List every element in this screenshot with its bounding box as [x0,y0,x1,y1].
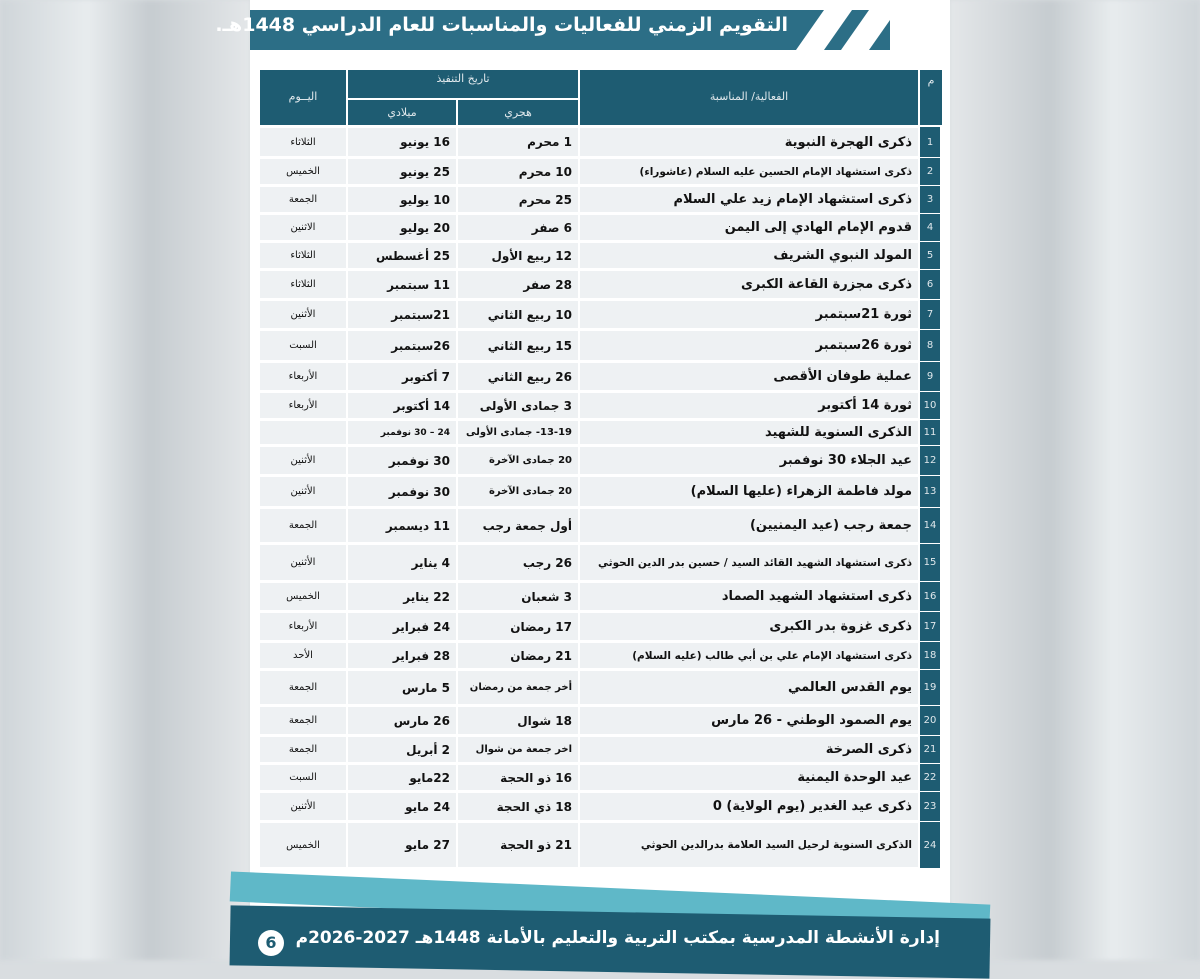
weekday: الثلاثاء [290,279,316,290]
table-row [260,214,944,241]
header-date-group: تاريخ التنفيذ [436,72,490,85]
gregorian-date: 28 فبراير [392,648,450,663]
weekday: الجمعة [288,194,318,205]
table-row [260,127,944,157]
hijri-date: 1 محرم [527,135,572,149]
row-number: 15 [920,544,940,581]
weekday: الخميس [286,166,320,177]
hijri-date: 26 ربيع الثاني [487,369,572,384]
hijri-date: 12 ربيع الأول [491,248,572,263]
table-row [260,792,944,821]
hijri-date: 10 ربيع الثاني [487,307,572,322]
event-name: عملية طوفان الأقصى [773,369,912,384]
gregorian-date: 14 أكتوبر [393,398,450,413]
table-row [260,270,944,299]
gregorian-date: 7 أكتوبر [401,369,450,384]
weekday: الأثنين [290,486,316,497]
table-row [260,420,944,445]
gregorian-date: 10 يوليو [400,192,450,207]
hijri-date: 20 جمادى الآخرة [488,455,572,466]
gregorian-date: 11 سبتمبر [387,277,450,292]
weekday: الجمعة [288,520,318,531]
weekday [260,420,346,445]
event-name: ذكرى استشهاد الشهيد القائد السيد / حسين بدر الدين الحوثي [598,556,912,569]
hijri-date: 3 جمادى الأولى [479,398,572,413]
hijri-date: 26 رجب [522,555,572,570]
page-number: 6 [258,930,284,956]
row-number: 7 [920,300,940,329]
table-row [260,362,944,391]
gregorian-date: 30 نوفمبر [388,453,450,468]
weekday: الأثنين [290,557,316,568]
gregorian-date: 11 ديسمبر [385,518,450,533]
gregorian-date: 26 مارس [393,713,450,728]
table-row [260,446,944,475]
event-name: مولد فاطمة الزهراء (عليها السلام) [690,484,912,499]
hijri-date: 21 ذو الحجة [500,838,572,852]
hijri-date: 20 جمادى الآخرة [488,486,572,497]
hijri-date: 18 ذي الحجة [496,799,572,814]
weekday: الاثنين [290,222,316,233]
weekday: الأثنين [290,309,316,320]
event-name: ذكرى استشهاد الشهيد الصماد [721,589,912,604]
hijri-date: 3 شعبان [521,589,572,604]
header-hijri: هجري [504,106,532,119]
hijri-date: أخر جمعة من رمضان [469,682,572,693]
event-name: المولد النبوي الشريف [773,248,912,263]
table-row [260,612,944,641]
gregorian-date: 22مايو [409,770,450,785]
gregorian-date: 2 أبريل [406,742,450,757]
event-name: ذكرى مجزرة القاعة الكبرى [740,277,912,292]
row-number: 5 [920,242,940,269]
row-number: 19 [920,670,940,705]
footer-text: إدارة الأنشطة المدرسية بمكتب التربية والتعليم بالأمانة 1448هـ 2027-2026م [295,928,940,948]
gregorian-date: 21سبتمبر [391,307,450,322]
gregorian-date: 24 مايو [405,799,450,814]
event-name: ثورة 21سبتمبر [815,307,912,322]
weekday: الأربعاء [288,400,318,411]
background-right [950,0,1200,960]
weekday: السبت [289,340,317,351]
event-name: ذكرى عيد الغدير (يوم الولاية) 0 [712,799,912,814]
row-number: 11 [920,420,940,445]
hijri-date: 15 ربيع الثاني [487,338,572,353]
gregorian-date: 25 يونيو [400,164,450,179]
gregorian-date: 30 نوفمبر [388,484,450,499]
event-name: عيد الوحدة اليمنية [797,770,912,785]
hijri-date: 28 صفر [523,277,572,292]
event-name: قدوم الإمام الهادي إلى اليمن [724,220,912,235]
gregorian-date: 5 مارس [402,680,450,695]
page-title: التقويم الزمني للفعاليات والمناسبات للعام الدراسي 1448هـ. [215,14,788,36]
hijri-date: 10 محرم [518,164,572,179]
row-number: 2 [920,158,940,185]
table-row [260,330,944,361]
hijri-date: 25 محرم [518,192,572,207]
document-page [215,0,950,960]
hijri-date: اخر جمعة من شوال [475,744,572,755]
weekday: الجمعة [288,715,318,726]
weekday: الأحد [293,650,313,661]
row-number: 3 [920,186,940,213]
table-row [260,670,944,705]
hijri-date: 18 شوال [517,713,572,728]
row-number: 17 [920,612,940,641]
weekday: الخميس [286,591,320,602]
row-number: 21 [920,736,940,763]
event-name: عيد الجلاء 30 نوفمبر [779,453,912,468]
gregorian-date: 16 يونيو [400,135,450,149]
gregorian-date: 20 يوليو [400,220,450,235]
gregorian-date: 25 أغسطس [375,248,450,263]
row-number: 6 [920,270,940,299]
event-name: الذكرى السنوية للشهيد [764,425,912,440]
table-row [260,508,944,543]
row-number: 9 [920,362,940,391]
event-name: ذكرى استشهاد الإمام الحسين عليه السلام (عاشوراء) [639,165,912,178]
row-number: 1 [920,127,940,157]
row-number: 8 [920,330,940,361]
table-row [260,392,944,419]
row-number: 4 [920,214,940,241]
hijri-date: 21 رمضان [510,648,572,663]
event-name: يوم القدس العالمي [787,680,912,695]
hijri-date: 6 صفر [531,220,572,235]
table-row [260,822,944,868]
table-row [260,300,944,329]
weekday: الأثنين [290,455,316,466]
table-row [260,736,944,763]
row-number: 12 [920,446,940,475]
gregorian-date: 22 يناير [403,589,450,604]
gregorian-date: 27 مايو [405,838,450,852]
row-number: 16 [920,582,940,611]
gregorian-date: 4 يناير [411,555,450,570]
row-number: 22 [920,764,940,791]
weekday: السبت [289,772,317,783]
row-number: 13 [920,476,940,507]
weekday: الأربعاء [288,621,318,632]
table-row [260,476,944,507]
table-row [260,158,944,185]
gregorian-date: 24 فبراير [392,619,450,634]
table-row [260,582,944,611]
event-name: ذكرى الصرخة [825,742,912,757]
row-number: 14 [920,508,940,543]
header-day: اليــوم [288,90,318,103]
table-row [260,642,944,669]
hijri-date: 13-19- جمادى الأولى [465,427,572,438]
header-num: م [927,74,935,87]
row-number: 10 [920,392,940,419]
event-name: ذكرى استشهاد الإمام علي بن أبي طالب (عليه السلام) [632,649,912,662]
weekday: الأثنين [290,801,316,812]
gregorian-date: 24 – 30 نوفمبر [380,427,450,438]
table-row [260,764,944,791]
row-number: 24 [920,822,940,868]
table-row [260,242,944,269]
row-number: 23 [920,792,940,821]
hijri-date: أول جمعة رجب [482,518,572,533]
row-number: 20 [920,706,940,735]
row-number: 18 [920,642,940,669]
table-row [260,186,944,213]
background-left [0,0,250,960]
event-name: ثورة 14 أكتوبر [818,398,912,413]
weekday: الأربعاء [288,371,318,382]
event-name: جمعة رجب (عيد اليمنيين) [749,518,912,533]
event-name: ذكرى استشهاد الإمام زيد علي السلام [673,192,912,207]
table-row [260,706,944,735]
event-name: ثورة 26سبتمبر [815,338,912,353]
weekday: الخميس [286,839,320,851]
gregorian-date: 26سبتمبر [391,338,450,353]
event-name: ذكرى غزوة بدر الكبرى [769,619,912,634]
table-row [260,544,944,581]
hijri-date: 17 رمضان [510,619,572,634]
title-banner-end [890,10,950,50]
weekday: الثلاثاء [290,250,316,261]
weekday: الثلاثاء [290,136,316,148]
event-name: ذكرى الهجرة النبوية [784,134,912,150]
event-name: يوم الصمود الوطني - 26 مارس [711,713,912,728]
event-name: الذكرى السنوية لرحيل السيد العلامة بدرالدين الحوثي [640,839,912,851]
weekday: الجمعة [288,682,318,693]
hijri-date: 16 ذو الحجة [500,770,572,785]
header-gregorian: ميلادي [387,106,417,119]
header-event: الفعالية/ المناسبة [709,90,789,103]
weekday: الجمعة [288,744,318,755]
